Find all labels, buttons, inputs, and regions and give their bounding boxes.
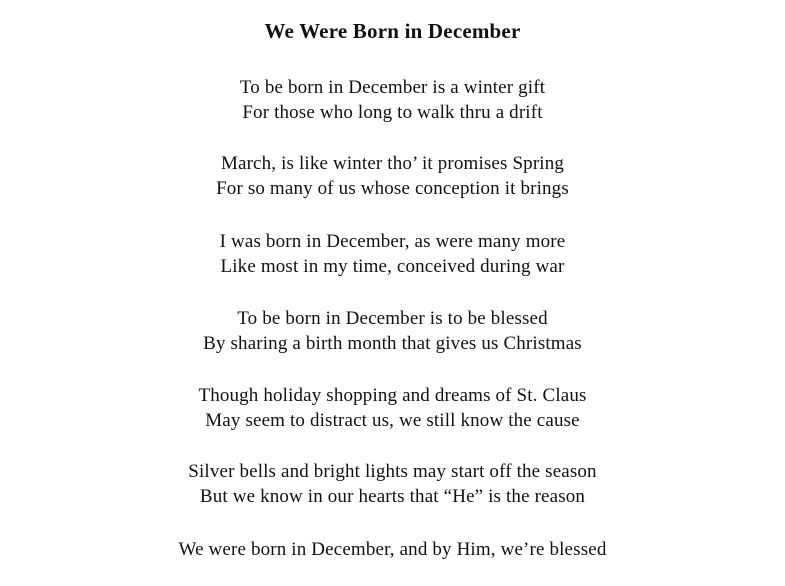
stanza [0, 229, 785, 279]
stanza [0, 459, 785, 509]
stanza [0, 383, 785, 433]
poem-line: For so many of us whose conception it brings [216, 178, 569, 199]
poem-line: We were born in December, and by Him, we’re blessed [178, 539, 607, 560]
stanza [0, 151, 785, 201]
poem-line: To be born in December is a winter gift [239, 77, 546, 98]
poem-line: Like most in my time, conceived during war [220, 256, 565, 277]
poem-title: We Were Born in December [264, 19, 521, 43]
stanza [0, 306, 785, 356]
stanza [0, 537, 785, 562]
poem-line: I was born in December, as were many more [219, 231, 566, 252]
stanza [0, 75, 785, 125]
poem-line: March, is like winter tho’ it promises Spring [220, 153, 565, 174]
poem-line: Silver bells and bright lights may start off the season [188, 461, 597, 482]
poem-line: For those who long to walk thru a drift [242, 102, 543, 123]
poem-line: But we know in our hearts that “He” is the reason [199, 486, 586, 507]
poem-line: By sharing a birth month that gives us Christmas [203, 333, 582, 354]
poem-line: Though holiday shopping and dreams of St. Claus [198, 385, 587, 406]
poem-line: May seem to distract us, we still know the cause [205, 410, 580, 431]
poem-line: To be born in December is to be blessed [237, 308, 548, 329]
